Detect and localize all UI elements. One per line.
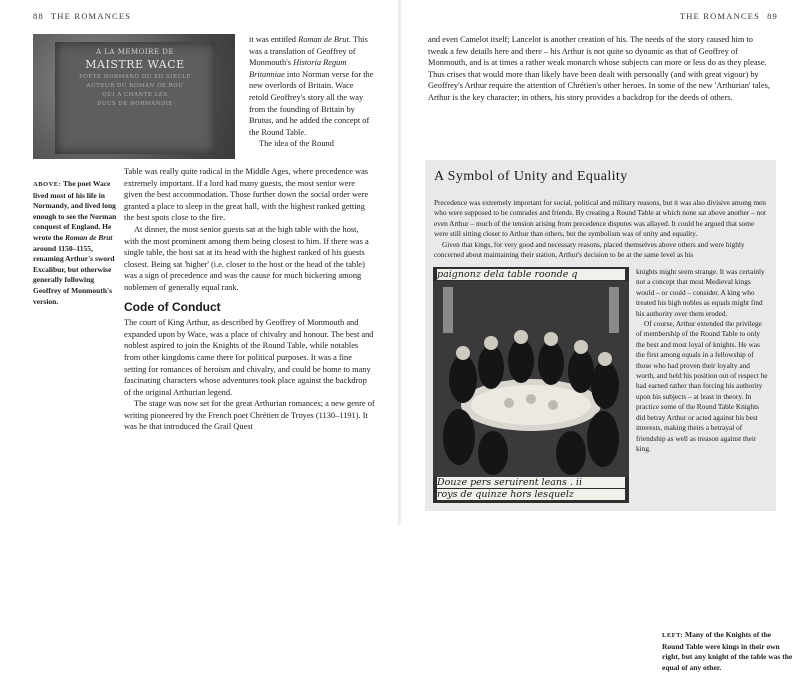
left-running-title: THE ROMANCES [50,11,132,21]
paragraph: Table was really quite radical in the Middle Ages, where precedence was extremely important. If a lord had many guests, the most senior were given the best accommodation. Those further down the social order were granted a place to sleep in the great hall, with the highest ranked getting the best spots close to the fire. [124,167,369,223]
manuscript-text: paignonz dela table roonde q [437,269,625,280]
body-text: . This was a translation of Geoffrey of Monmouth's [249,35,368,68]
sidebar-full-text [434,198,766,260]
body-text: into Norman verse for the new overlords of Britain. Wace retold Geoffrey's story all the way from the founding of Britain by Brutus, and he added the concept of the Round Table. [249,69,374,137]
right-running-title: THE ROMANCES [679,11,761,21]
caption-label: ABOVE: [33,181,62,188]
plaque-line: QUI A CHANTE LES [102,92,168,98]
paragraph: knights might seem strange. It was certainly not a concept that most Medieval kings would – or could – consider. A king who treated his high nobles as equals might find his authority over them eroded. [636,267,765,318]
caption-text: The poet Wace lived most of his life in Normandy, and lived long enough to see the Norman conquest of England. He wrote the [33,179,117,242]
paragraph: The stage was now set for the great Arthurian romances; a new genre of writing pioneered by the French poet Chrétien de Troyes (1130–1191). It was he that introduced the Grail Quest [124,399,375,432]
book-title: Historia Regum Britanniae [249,58,347,79]
caption-text: Many of the Knights of the Round Table were kings in their own right, but any knight of the table was the equal of any other. [662,630,793,672]
caption-text: around 1150–1155, renaming Arthur's sword Excalibur, but otherwise generally following Geoffrey of Monmouth's version. [33,243,115,306]
right-running-head [680,11,778,21]
manuscript-text: Douze pers seruirent leans . ii [437,477,625,488]
right-page-number: 89 [767,11,778,21]
caption-label: LEFT: [662,632,684,639]
wace-caption [33,179,118,307]
plaque-line: MAISTRE WACE [85,58,185,71]
body-text: it was entitled [249,35,299,44]
round-table-illustration [433,267,629,503]
paragraph: Precedence was extremely important for social, political and military reasons, but it was also divisive among men who were supposed to be comrades and friends. By creating a Round Table at which none sat above another – not even Arthur – much of the tension arising from precedence disputes was allayed. It could be argued that some were still sitting closer to Arthur than others, but the symbolism was of unity and equality. [434,198,766,239]
left-page [0,0,398,525]
wace-plaque [55,42,215,154]
round-table-scene [433,267,629,503]
plaque-line: A LA MEMOIRE DE [96,48,174,56]
manuscript-text: roys de quinze hors lesquelz [437,489,625,500]
plaque-line: AUTEUR DU ROMAN DE ROU [86,83,184,89]
narrow-column [249,34,375,150]
paragraph: At dinner, the most senior guests sat at the high table with the host, with the most prominent among them being closest to him. If there was a single table, the host sat at its head with the highest ranked of his guests closest. Being sat 'higher' (i.e. closer to the host or the head of the table) was a sign of precedence and was the cause for much bickering among noblemen of generally equal rank. [124,224,369,292]
paragraph-start: The idea of the Round [259,139,334,149]
sidebar-right-column [636,267,768,454]
paragraph: The court of King Arthur, as described by Geoffrey of Monmouth and expanded upon by Wace, was a place of chivalry and honour. The best and noblest aspired to join the Knights of the Round Table, while notables from other kingdoms came there for political purposes. It was a fine setting for romances of heroism and chivalry, and could be home to many fascinating characters whose adventures took place against the backdrop of the original Arthurian legend. [124,318,374,397]
sidebar-title: A Symbol of Unity and Equality [434,169,628,184]
plaque-line: POETE NORMAND DU XII SIECLE [79,74,191,80]
paragraph: Of course, Arthur extended the privilege of membership of the Round Table to only the best and most loyal of knights. He was the first among equals in a fellowship of those who had proven their loyalty and worth, and held his position out of respect he had earned rather than forcing his authority upon his subjects – at least in theory. In practice some of the Round Table Knights did betray Arthur or acted against his best interests, making theirs a betrayal of friendship as well as treason against their king. [636,319,768,453]
paragraph-start: Given that kings, for very good and necessary reasons, placed themselves above others and were highly concerned about maintaining their station, Arthur's decision to be at the same level as his [434,239,745,260]
book-title: Roman de Brut [298,35,349,44]
plaque-line: DUCS DE NORMANDIE [97,101,173,107]
left-page-number: 88 [33,11,44,21]
sidebar-box [425,160,793,672]
section-heading: Code of Conduct [124,299,221,314]
caption-title: Roman de Brut [64,232,113,242]
right-page [402,0,800,672]
left-running-head [33,11,131,21]
right-top-column [428,34,773,104]
round-table-caption [662,630,794,673]
paragraph: and even Camelot itself; Lancelot is another creation of his. The needs of the story caused him to tweak a few details here and there – his Arthur is not quite so dynamic as that of Geoffrey of Monmouth, and is at times a rather weak monarch whose subjects can more or less do as they please. Thus crises that would more than likely have been dealt with personally (and with great vigour) by Geoffrey's Arthur require the attention of Chrétien's other heroes. In some of the new 'Arthurian' tales, Arthur is the key character; in others, his story provides a backdrop for the deeds of others. [428,35,770,102]
wide-column [124,166,375,433]
wace-plaque-photo [33,34,235,159]
